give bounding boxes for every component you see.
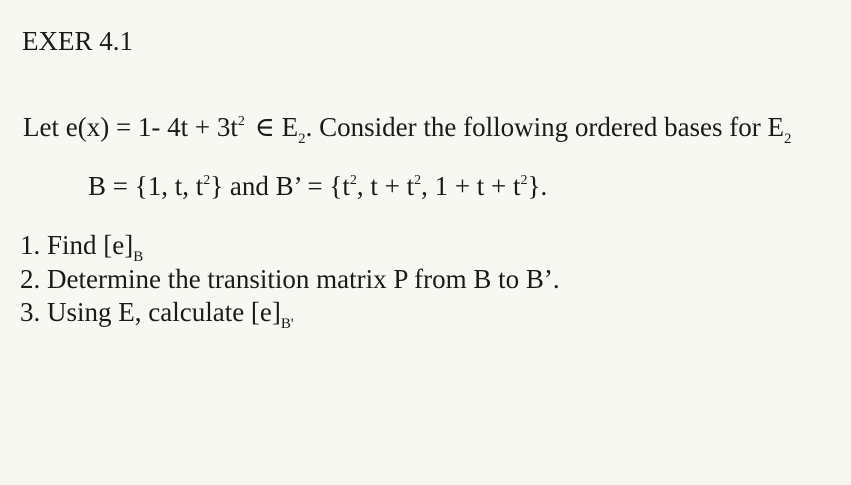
exponent: 2 [520,173,528,188]
subscript: B' [280,316,294,332]
problem-statement [23,112,792,147]
exercise-title: EXER 4.1 [22,26,133,56]
basis-end: }. [527,171,548,201]
bases-definition [88,173,547,200]
task-3-text: 3. Using E, calculate [e] [20,297,281,327]
task-1 [20,230,144,265]
basis-term: , t + t [356,171,415,201]
subscript: 2 [784,131,792,147]
exponent: 2 [349,173,357,188]
exponent: 2 [203,173,211,188]
task-2-text: 2. Determine the transition matrix P from B to B’. [20,264,560,294]
subscript: 2 [298,131,306,147]
task-3 [20,297,294,332]
exponent: 2 [414,173,422,188]
member-of-symbol: ∈ E [254,112,299,142]
basis-term: , 1 + t + t [421,171,521,201]
task-2 [20,266,560,293]
exponent: 2 [237,114,245,129]
basis-b-prime: } and B’ = {t [210,171,350,201]
subscript: B [133,249,144,265]
task-1-text: 1. Find [e] [20,230,134,260]
basis-b: B = {1, t, t [88,171,204,201]
statement-text: Let e(x) = 1- 4t + 3t [23,112,238,142]
statement-text-2: . Consider the following ordered bases for E [305,112,785,142]
